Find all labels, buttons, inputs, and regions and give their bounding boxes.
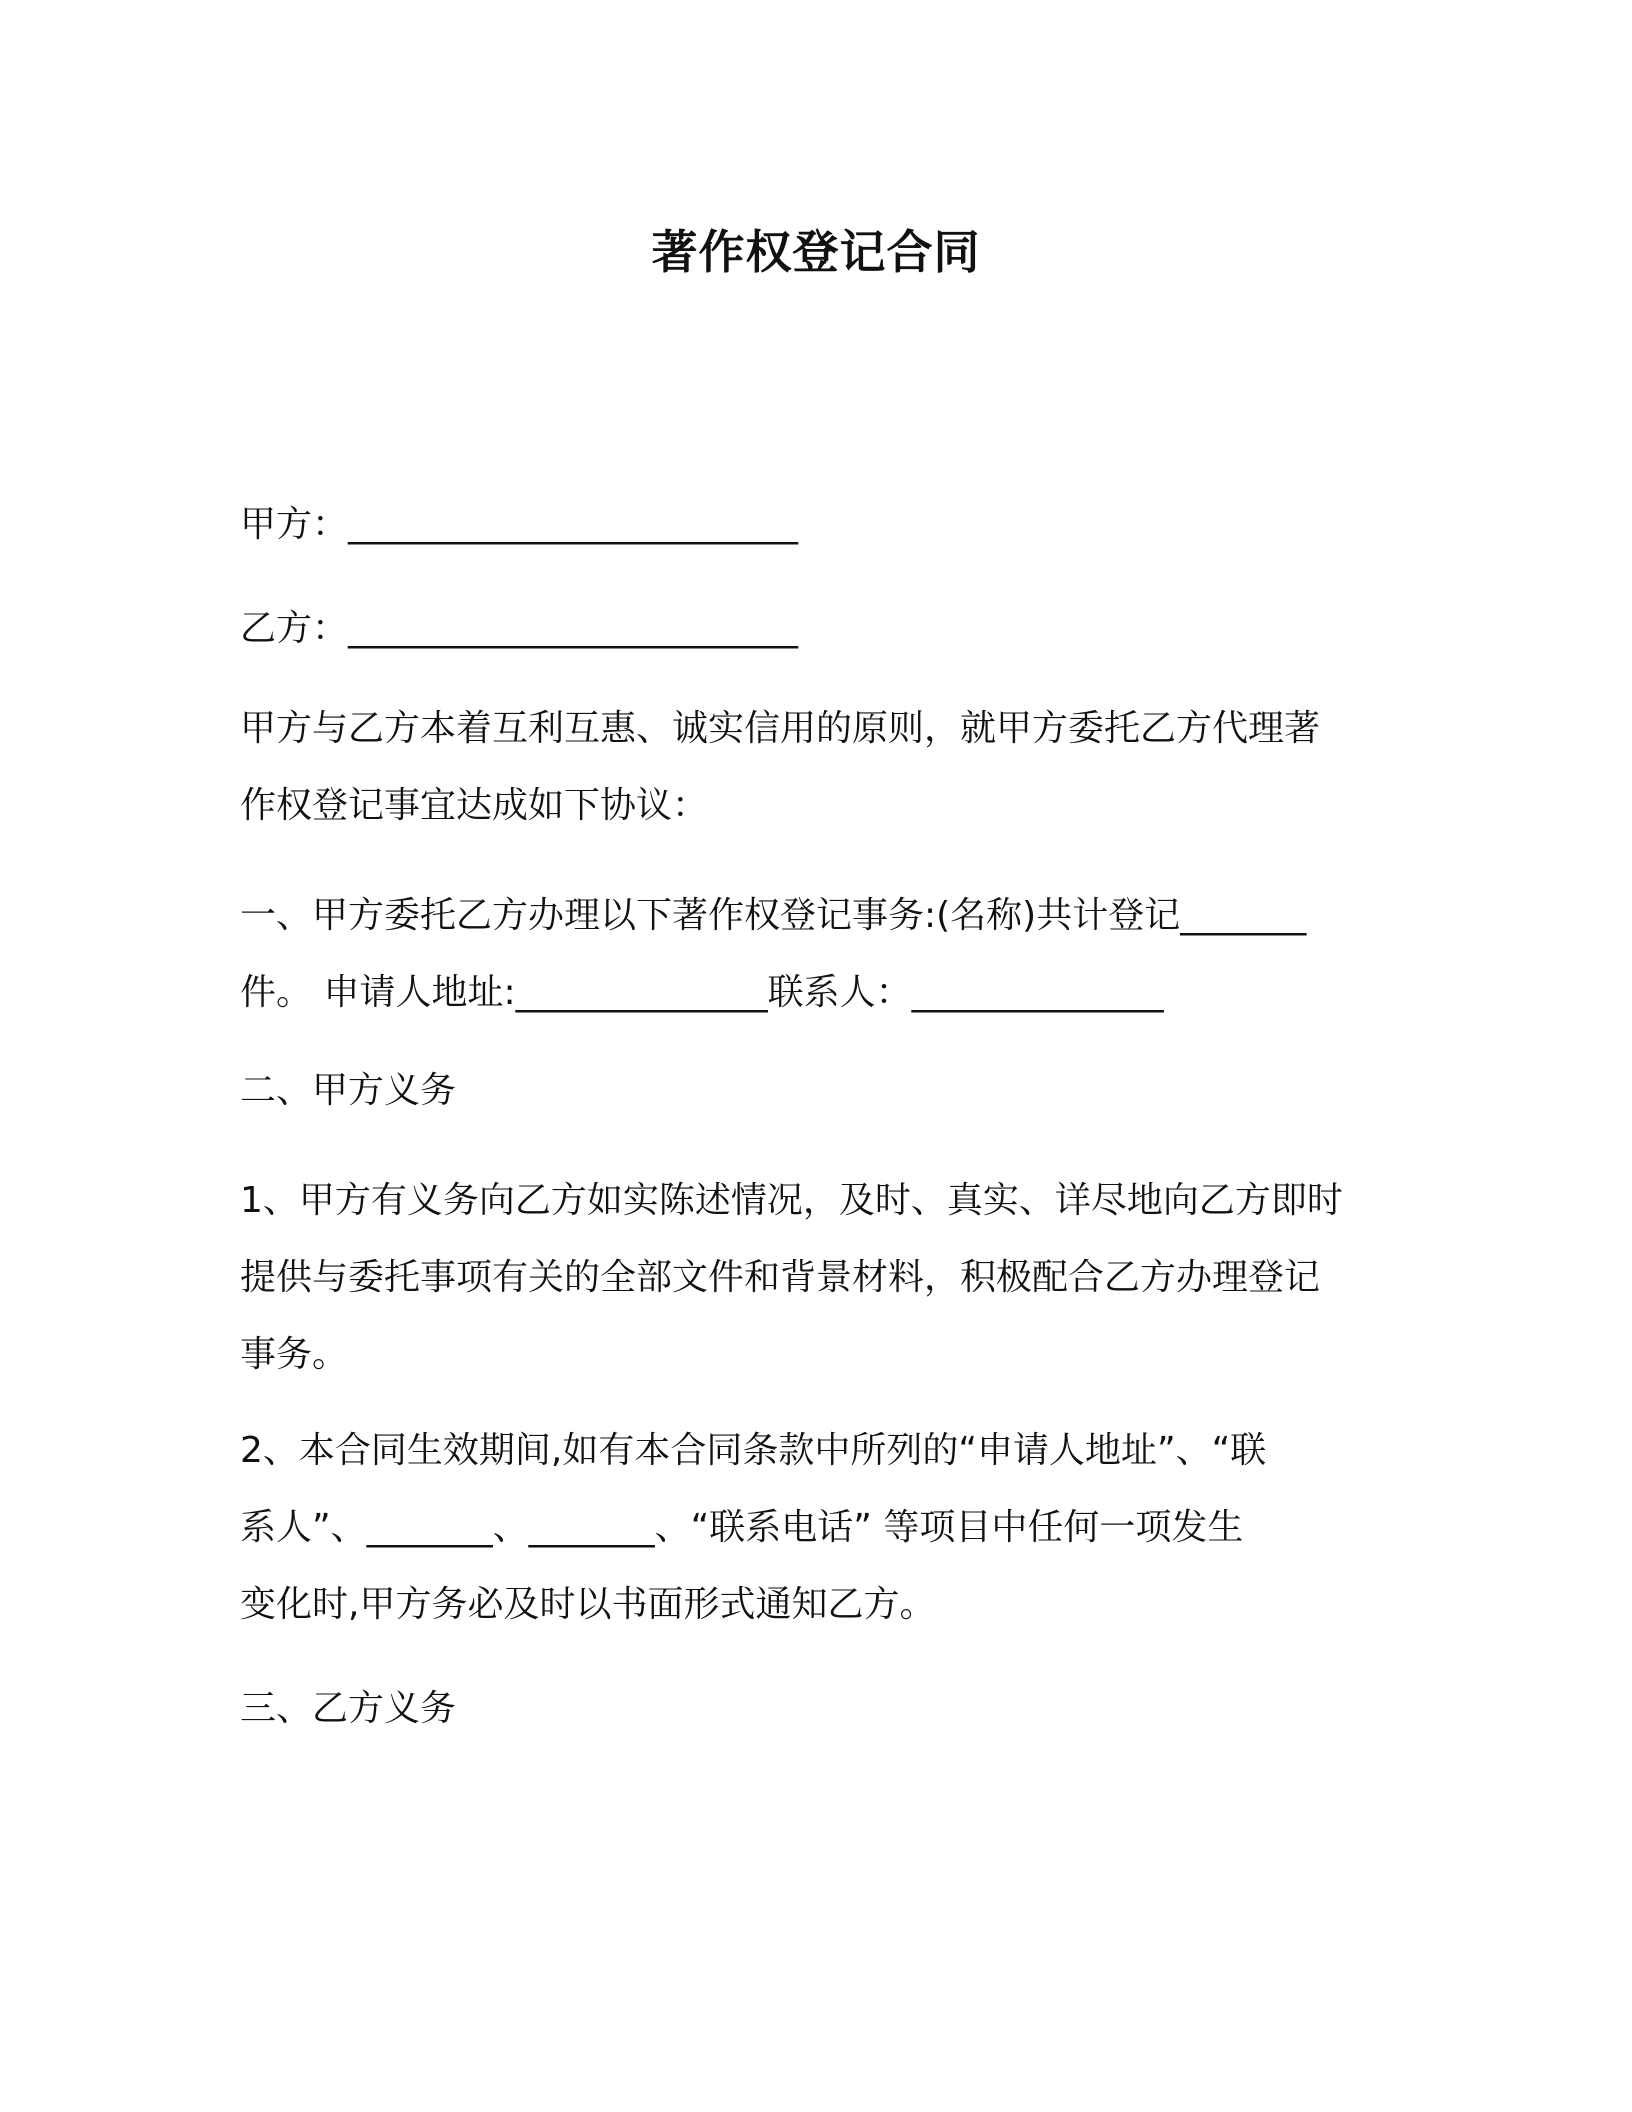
intro-line: 甲方与乙方本着互利互惠、诚实信用的原则，就甲方委托乙方代理著 xyxy=(240,708,1321,749)
obligation-item-line: 系人”、_______、_______、“联系电话” 等项目中任何一项发生 xyxy=(240,1507,1244,1548)
party-b-line xyxy=(240,590,1400,667)
section-3-heading xyxy=(240,1670,1400,1747)
party-a-line xyxy=(240,486,1400,563)
obligation-item-line: 事务。 xyxy=(240,1334,349,1375)
section-heading-text: 三、乙方义务 xyxy=(240,1688,457,1729)
section-heading-text: 二、甲方义务 xyxy=(240,1070,457,1111)
intro-paragraph xyxy=(240,690,1400,844)
section-2-heading xyxy=(240,1052,1400,1129)
obligation-item-line: 提供与委托事项有关的全部文件和背景材料，积极配合乙方办理登记 xyxy=(240,1257,1321,1298)
clause-1-line: 件。 申请人地址:______________联系人：______________ xyxy=(240,972,1164,1013)
clause-1-line: 一、甲方委托乙方办理以下著作权登记事务:(名称)共计登记_______ xyxy=(240,895,1307,936)
party-a-text: 甲方：_________________________ xyxy=(240,504,799,545)
obligation-item-2 xyxy=(240,1412,1400,1643)
obligation-item-line: 变化时,甲方务必及时以书面形式通知乙方。 xyxy=(240,1584,936,1625)
obligation-item-line: 1、甲方有义务向乙方如实陈述情况，及时、真实、详尽地向乙方即时 xyxy=(240,1180,1343,1221)
obligation-item-1 xyxy=(240,1162,1400,1393)
obligation-item-line: 2、本合同生效期间,如有本合同条款中所列的“申请人地址”、“联 xyxy=(240,1430,1267,1471)
party-b-text: 乙方：_________________________ xyxy=(240,608,799,649)
clause-1-paragraph xyxy=(240,877,1400,1031)
intro-line: 作权登记事宜达成如下协议： xyxy=(240,785,709,826)
document-title: 著作权登记合同 xyxy=(651,225,981,279)
